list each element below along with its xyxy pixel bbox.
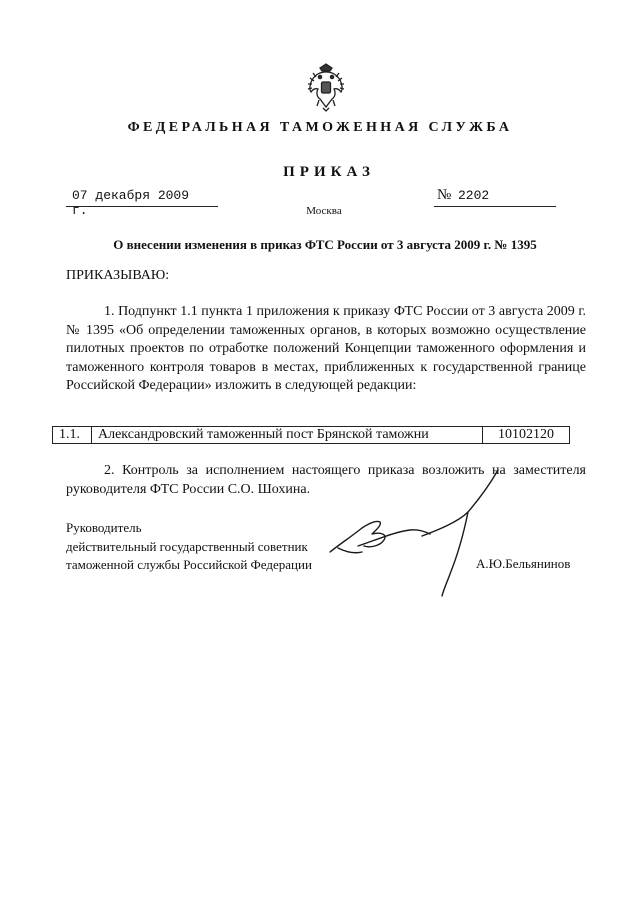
document-subject: О внесении изменения в приказ ФТС России от 3 августа 2009 г. № 1395 <box>113 237 537 252</box>
signatory-title-line-3: таможенной службы Российской Федерации <box>66 557 312 572</box>
document-city: Москва <box>306 205 342 217</box>
paragraph-1-text: 1. Подпункт 1.1 пункта 1 приложения к приказу ФТС России от 3 августа 2009 г. № 1395 «Об определении таможенных органов, в которых возможно осуществление пилотных проектов по отработке положений Концепции таможенного оформления и таможенного контроля товаров в местах, приближенных к государственной границе Российской Федерации» изложить в следующей редакции: <box>66 304 586 394</box>
coat-of-arms-icon <box>306 62 346 112</box>
order-verb: ПРИКАЗЫВАЮ: <box>66 268 170 283</box>
customs-post-table <box>52 426 570 444</box>
paragraph-1 <box>66 303 586 396</box>
signer-name: А.Ю.Бельянинов <box>476 556 571 571</box>
table-cell-number: 1.1. <box>53 427 92 444</box>
signatory-title <box>66 519 312 575</box>
document-number: 2202 <box>458 188 490 203</box>
agency-name: ФЕДЕРАЛЬНАЯ ТАМОЖЕННАЯ СЛУЖБА <box>127 120 513 135</box>
document-date: 07 декабря 2009 г. <box>72 188 190 218</box>
handwritten-signature <box>318 462 528 602</box>
signatory-title-line-1: Руководитель <box>66 520 142 535</box>
table-row <box>53 427 570 444</box>
number-sign: № <box>437 187 452 203</box>
table-cell-code: 10102120 <box>483 427 570 444</box>
signatory-title-line-2: действительный государственный советник <box>66 538 308 554</box>
paragraph-2-text: 2. Контроль за исполнением настоящего приказа возложить на заместителя руководителя ФТС России С.О. Шохина. <box>66 463 586 497</box>
table-cell-name: Александровский таможенный пост Брянской таможни <box>92 427 483 444</box>
document-type: ПРИКАЗ <box>283 164 375 180</box>
